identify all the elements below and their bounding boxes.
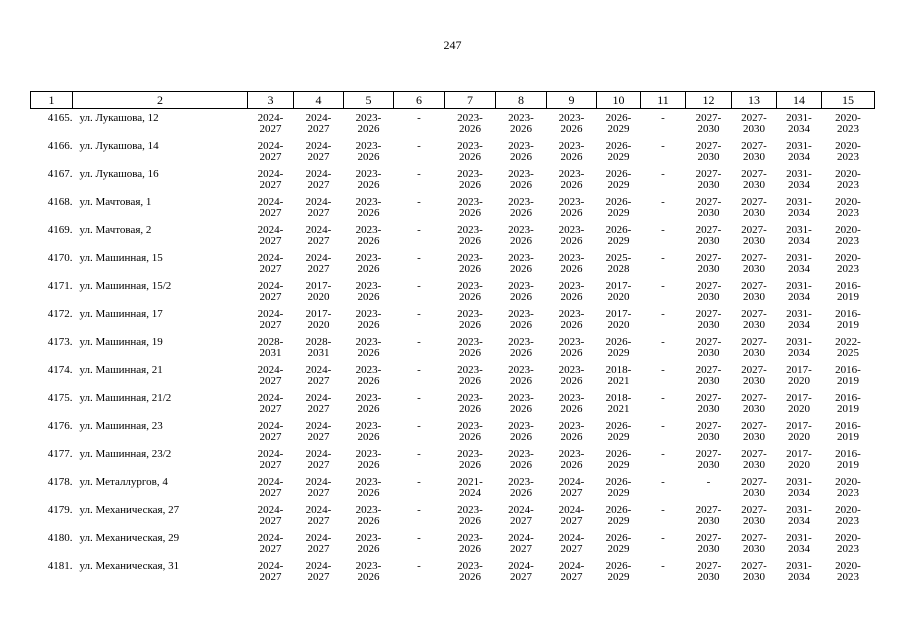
row-number: 4180. xyxy=(47,532,73,544)
address-cell: ул. Металлургов, 4 xyxy=(79,476,168,488)
period-cell: 2017- 2020 xyxy=(605,280,632,303)
period-cell: 2023- 2026 xyxy=(457,168,483,191)
address-cell: ул. Машинная, 23 xyxy=(79,420,163,432)
period-cell: 2023- 2026 xyxy=(508,280,534,303)
period-cell: 2023- 2026 xyxy=(558,336,585,359)
address-cell: ул. Лукашова, 12 xyxy=(79,112,159,124)
period-cell: 2024- 2027 xyxy=(558,560,585,583)
period-cell: - xyxy=(661,448,665,460)
period-cell: 2027- 2030 xyxy=(695,252,722,275)
period-cell: 2023- 2026 xyxy=(558,140,585,163)
period-cell: 2024- 2027 xyxy=(558,476,585,499)
period-cell: - xyxy=(661,476,665,488)
period-cell: 2023- 2026 xyxy=(508,308,534,331)
period-cell: 2031- 2034 xyxy=(786,140,812,163)
period-cell: 2024- 2027 xyxy=(257,364,284,387)
period-cell: 2023- 2026 xyxy=(355,392,382,415)
address-cell: ул. Машинная, 15/2 xyxy=(79,280,172,292)
period-cell: 2023- 2026 xyxy=(355,504,382,527)
period-cell: 2020- 2023 xyxy=(835,504,861,527)
period-cell: - xyxy=(661,308,665,320)
period-cell: 2017- 2020 xyxy=(305,308,332,331)
address-cell: ул. Машинная, 17 xyxy=(79,308,163,320)
column-header: 6 xyxy=(394,92,445,109)
period-cell: 2026- 2029 xyxy=(605,504,632,527)
period-cell: 2023- 2026 xyxy=(508,336,534,359)
table-row xyxy=(31,529,875,557)
period-cell: 2024- 2027 xyxy=(305,504,332,527)
period-cell: 2031- 2034 xyxy=(786,280,812,303)
period-cell: 2020- 2023 xyxy=(835,476,861,499)
period-cell: 2031- 2034 xyxy=(786,196,812,219)
period-cell: 2023- 2026 xyxy=(355,448,382,471)
period-cell: 2027- 2030 xyxy=(741,476,767,499)
period-cell: 2017- 2020 xyxy=(786,392,812,415)
period-cell: 2031- 2034 xyxy=(786,504,812,527)
period-cell: 2024- 2027 xyxy=(508,532,534,555)
table-row xyxy=(31,361,875,389)
period-cell: 2023- 2026 xyxy=(355,308,382,331)
period-cell: 2026- 2029 xyxy=(605,140,632,163)
column-header: 2 xyxy=(73,92,248,109)
period-cell: 2023- 2026 xyxy=(558,448,585,471)
period-cell: - xyxy=(661,280,665,292)
period-cell: 2017- 2020 xyxy=(786,448,812,471)
period-cell: 2027- 2030 xyxy=(741,504,767,527)
period-cell: 2017- 2020 xyxy=(305,280,332,303)
period-cell: 2023- 2026 xyxy=(558,112,585,135)
period-cell: - xyxy=(417,252,421,264)
period-cell: 2022- 2025 xyxy=(835,336,861,359)
column-header: 14 xyxy=(777,92,822,109)
period-cell: 2016- 2019 xyxy=(835,308,861,331)
row-number: 4179. xyxy=(47,504,73,516)
period-cell: 2023- 2026 xyxy=(558,392,585,415)
table-row xyxy=(31,305,875,333)
period-cell: 2031- 2034 xyxy=(786,112,812,135)
period-cell: 2023- 2026 xyxy=(457,140,483,163)
period-cell: 2023- 2026 xyxy=(457,532,483,555)
period-cell: 2023- 2026 xyxy=(508,140,534,163)
address-cell: ул. Машинная, 23/2 xyxy=(79,448,172,460)
table-body xyxy=(31,109,875,586)
period-cell: - xyxy=(661,504,665,516)
period-cell: 2027- 2030 xyxy=(695,532,722,555)
period-cell: 2016- 2019 xyxy=(835,364,861,387)
column-header: 15 xyxy=(822,92,875,109)
period-cell: 2023- 2026 xyxy=(558,168,585,191)
period-cell: 2028- 2031 xyxy=(305,336,332,359)
period-cell: 2023- 2026 xyxy=(355,252,382,275)
period-cell: 2024- 2027 xyxy=(257,476,284,499)
period-cell: - xyxy=(417,336,421,348)
period-cell: 2024- 2027 xyxy=(305,532,332,555)
address-cell: ул. Машинная, 19 xyxy=(79,336,163,348)
period-cell: 2016- 2019 xyxy=(835,448,861,471)
period-cell: 2025- 2028 xyxy=(605,252,632,275)
period-cell: 2017- 2020 xyxy=(786,364,812,387)
period-cell: - xyxy=(417,420,421,432)
period-cell: - xyxy=(661,364,665,376)
row-number: 4167. xyxy=(47,168,73,180)
period-cell: 2023- 2026 xyxy=(457,224,483,247)
row-number: 4174. xyxy=(47,364,73,376)
period-cell: 2020- 2023 xyxy=(835,112,861,135)
period-cell: 2027- 2030 xyxy=(741,280,767,303)
period-cell: 2023- 2026 xyxy=(457,252,483,275)
period-cell: 2026- 2029 xyxy=(605,196,632,219)
column-header: 4 xyxy=(294,92,344,109)
period-cell: 2018- 2021 xyxy=(605,364,632,387)
period-cell: 2017- 2020 xyxy=(605,308,632,331)
period-cell: 2023- 2026 xyxy=(457,112,483,135)
period-cell: 2024- 2027 xyxy=(305,196,332,219)
period-cell: 2026- 2029 xyxy=(605,448,632,471)
period-cell: 2027- 2030 xyxy=(741,112,767,135)
table-row xyxy=(31,473,875,501)
repair-schedule-table xyxy=(30,91,875,585)
period-cell: 2024- 2027 xyxy=(558,532,585,555)
period-cell: 2023- 2026 xyxy=(355,364,382,387)
address-cell: ул. Механическая, 29 xyxy=(79,532,180,544)
period-cell: 2023- 2026 xyxy=(355,560,382,583)
period-cell: 2027- 2030 xyxy=(695,280,722,303)
period-cell: 2024- 2027 xyxy=(305,364,332,387)
period-cell: - xyxy=(417,308,421,320)
period-cell: 2027- 2030 xyxy=(741,224,767,247)
period-cell: 2024- 2027 xyxy=(257,280,284,303)
period-cell: 2031- 2034 xyxy=(786,476,812,499)
period-cell: - xyxy=(661,252,665,264)
period-cell: 2027- 2030 xyxy=(741,364,767,387)
period-cell: 2027- 2030 xyxy=(695,560,722,583)
column-header: 7 xyxy=(445,92,496,109)
period-cell: - xyxy=(417,168,421,180)
period-cell: 2026- 2029 xyxy=(605,476,632,499)
period-cell: 2024- 2027 xyxy=(257,448,284,471)
table-header xyxy=(31,92,875,109)
period-cell: 2023- 2026 xyxy=(355,280,382,303)
period-cell: 2020- 2023 xyxy=(835,252,861,275)
column-header: 10 xyxy=(597,92,641,109)
period-cell: - xyxy=(661,392,665,404)
period-cell: 2024- 2027 xyxy=(558,504,585,527)
row-number: 4172. xyxy=(47,308,73,320)
row-number: 4165. xyxy=(47,112,73,124)
period-cell: 2018- 2021 xyxy=(605,392,632,415)
period-cell: - xyxy=(417,224,421,236)
period-cell: 2024- 2027 xyxy=(305,476,332,499)
period-cell: 2024- 2027 xyxy=(257,140,284,163)
table-row xyxy=(31,137,875,165)
period-cell: 2023- 2026 xyxy=(457,420,483,443)
period-cell: 2023- 2026 xyxy=(457,308,483,331)
period-cell: 2028- 2031 xyxy=(257,336,284,359)
period-cell: 2027- 2030 xyxy=(695,308,722,331)
period-cell: 2020- 2023 xyxy=(835,140,861,163)
period-cell: 2026- 2029 xyxy=(605,224,632,247)
row-number: 4178. xyxy=(47,476,73,488)
period-cell: 2023- 2026 xyxy=(355,140,382,163)
row-number: 4171. xyxy=(47,280,73,292)
period-cell: 2024- 2027 xyxy=(508,504,534,527)
period-cell: 2027- 2030 xyxy=(695,448,722,471)
period-cell: 2024- 2027 xyxy=(257,420,284,443)
period-cell: 2024- 2027 xyxy=(305,420,332,443)
period-cell: 2020- 2023 xyxy=(835,560,861,583)
period-cell: - xyxy=(661,420,665,432)
period-cell: 2023- 2026 xyxy=(508,448,534,471)
period-cell: 2023- 2026 xyxy=(355,224,382,247)
period-cell: 2027- 2030 xyxy=(695,112,722,135)
period-cell: 2024- 2027 xyxy=(257,196,284,219)
period-cell: 2023- 2026 xyxy=(457,392,483,415)
period-cell: 2024- 2027 xyxy=(305,252,332,275)
period-cell: - xyxy=(417,560,421,572)
row-number: 4166. xyxy=(47,140,73,152)
period-cell: 2027- 2030 xyxy=(741,252,767,275)
column-header: 3 xyxy=(248,92,294,109)
period-cell: 2031- 2034 xyxy=(786,336,812,359)
period-cell: 2020- 2023 xyxy=(835,224,861,247)
period-cell: 2024- 2027 xyxy=(305,560,332,583)
period-cell: 2024- 2027 xyxy=(305,112,332,135)
period-cell: 2031- 2034 xyxy=(786,252,812,275)
period-cell: 2031- 2034 xyxy=(786,532,812,555)
column-header: 1 xyxy=(31,92,73,109)
period-cell: - xyxy=(417,112,421,124)
period-cell: 2031- 2034 xyxy=(786,560,812,583)
period-cell: 2023- 2026 xyxy=(508,476,534,499)
period-cell: - xyxy=(661,224,665,236)
period-cell: 2023- 2026 xyxy=(558,420,585,443)
period-cell: 2027- 2030 xyxy=(695,140,722,163)
period-cell: 2026- 2029 xyxy=(605,112,632,135)
period-cell: 2016- 2019 xyxy=(835,420,861,443)
period-cell: 2017- 2020 xyxy=(786,420,812,443)
period-cell: 2026- 2029 xyxy=(605,168,632,191)
period-cell: 2023- 2026 xyxy=(355,168,382,191)
period-cell: 2027- 2030 xyxy=(741,196,767,219)
row-number: 4168. xyxy=(47,196,73,208)
period-cell: 2023- 2026 xyxy=(558,252,585,275)
period-cell: 2020- 2023 xyxy=(835,532,861,555)
table-row xyxy=(31,109,875,138)
period-cell: 2027- 2030 xyxy=(695,420,722,443)
row-number: 4169. xyxy=(47,224,73,236)
period-cell: - xyxy=(417,280,421,292)
period-cell: 2023- 2026 xyxy=(558,308,585,331)
period-cell: 2027- 2030 xyxy=(741,168,767,191)
period-cell: 2026- 2029 xyxy=(605,532,632,555)
period-cell: 2027- 2030 xyxy=(695,196,722,219)
period-cell: 2024- 2027 xyxy=(257,560,284,583)
period-cell: 2024- 2027 xyxy=(257,168,284,191)
period-cell: 2023- 2026 xyxy=(558,196,585,219)
period-cell: 2023- 2026 xyxy=(355,196,382,219)
period-cell: 2024- 2027 xyxy=(257,112,284,135)
period-cell: 2031- 2034 xyxy=(786,308,812,331)
period-cell: 2027- 2030 xyxy=(695,336,722,359)
period-cell: 2027- 2030 xyxy=(741,532,767,555)
period-cell: - xyxy=(417,448,421,460)
period-cell: - xyxy=(417,392,421,404)
table-row xyxy=(31,221,875,249)
address-cell: ул. Механическая, 27 xyxy=(79,504,180,516)
period-cell: - xyxy=(417,140,421,152)
table-row xyxy=(31,333,875,361)
period-cell: - xyxy=(661,336,665,348)
table-row xyxy=(31,501,875,529)
period-cell: 2024- 2027 xyxy=(305,168,332,191)
row-number: 4181. xyxy=(47,560,73,572)
period-cell: 2024- 2027 xyxy=(305,448,332,471)
address-cell: ул. Лукашова, 16 xyxy=(79,168,159,180)
period-cell: 2023- 2026 xyxy=(355,112,382,135)
row-number: 4173. xyxy=(47,336,73,348)
period-cell: 2023- 2026 xyxy=(558,224,585,247)
address-cell: ул. Мачтовая, 1 xyxy=(79,196,152,208)
column-header: 5 xyxy=(344,92,394,109)
period-cell: 2027- 2030 xyxy=(695,364,722,387)
period-cell: - xyxy=(706,476,711,488)
period-cell: 2026- 2029 xyxy=(605,420,632,443)
period-cell: 2027- 2030 xyxy=(741,392,767,415)
period-cell: 2027- 2030 xyxy=(741,308,767,331)
period-cell: 2023- 2026 xyxy=(508,112,534,135)
period-cell: 2020- 2023 xyxy=(835,196,861,219)
period-cell: 2023- 2026 xyxy=(355,532,382,555)
period-cell: 2024- 2027 xyxy=(305,392,332,415)
address-cell: ул. Машинная, 21 xyxy=(79,364,163,376)
row-number: 4170. xyxy=(47,252,73,264)
table-row xyxy=(31,389,875,417)
row-number: 4175. xyxy=(47,392,73,404)
period-cell: 2024- 2027 xyxy=(305,224,332,247)
table-row xyxy=(31,445,875,473)
period-cell: 2024- 2027 xyxy=(257,532,284,555)
period-cell: 2023- 2026 xyxy=(457,560,483,583)
period-cell: 2023- 2026 xyxy=(508,224,534,247)
period-cell: - xyxy=(661,560,665,572)
period-cell: 2023- 2026 xyxy=(457,196,483,219)
period-cell: 2027- 2030 xyxy=(741,140,767,163)
period-cell: 2023- 2026 xyxy=(558,280,585,303)
table-row xyxy=(31,249,875,277)
period-cell: - xyxy=(661,196,665,208)
table-row xyxy=(31,417,875,445)
period-cell: 2023- 2026 xyxy=(457,364,483,387)
period-cell: 2026- 2029 xyxy=(605,560,632,583)
period-cell: 2023- 2026 xyxy=(457,336,483,359)
period-cell: 2021- 2024 xyxy=(457,476,483,499)
period-cell: 2027- 2030 xyxy=(695,504,722,527)
period-cell: 2023- 2026 xyxy=(355,476,382,499)
period-cell: - xyxy=(417,476,421,488)
table-row xyxy=(31,165,875,193)
period-cell: 2031- 2034 xyxy=(786,224,812,247)
period-cell: 2016- 2019 xyxy=(835,280,861,303)
header-row xyxy=(31,92,875,109)
period-cell: - xyxy=(417,532,421,544)
period-cell: 2023- 2026 xyxy=(508,252,534,275)
period-cell: 2023- 2026 xyxy=(558,364,585,387)
period-cell: 2023- 2026 xyxy=(457,280,483,303)
column-header: 13 xyxy=(732,92,777,109)
period-cell: 2023- 2026 xyxy=(355,336,382,359)
row-number: 4176. xyxy=(47,420,73,432)
period-cell: - xyxy=(661,532,665,544)
period-cell: 2023- 2026 xyxy=(508,420,534,443)
period-cell: - xyxy=(661,168,665,180)
address-cell: ул. Лукашова, 14 xyxy=(79,140,159,152)
period-cell: - xyxy=(417,364,421,376)
period-cell: 2027- 2030 xyxy=(741,448,767,471)
period-cell: - xyxy=(417,504,421,516)
table-row xyxy=(31,277,875,305)
period-cell: 2024- 2027 xyxy=(257,224,284,247)
period-cell: 2027- 2030 xyxy=(741,420,767,443)
table-row xyxy=(31,557,875,585)
column-header: 11 xyxy=(641,92,686,109)
period-cell: 2023- 2026 xyxy=(457,448,483,471)
period-cell: 2024- 2027 xyxy=(257,252,284,275)
period-cell: 2023- 2026 xyxy=(508,196,534,219)
period-cell: - xyxy=(417,196,421,208)
table-row xyxy=(31,193,875,221)
period-cell: 2027- 2030 xyxy=(695,168,722,191)
period-cell: 2023- 2026 xyxy=(508,364,534,387)
period-cell: 2027- 2030 xyxy=(695,392,722,415)
period-cell: 2027- 2030 xyxy=(741,560,767,583)
period-cell: 2024- 2027 xyxy=(257,504,284,527)
address-cell: ул. Машинная, 15 xyxy=(79,252,163,264)
page-number: 247 xyxy=(443,38,462,52)
period-cell: 2024- 2027 xyxy=(257,392,284,415)
period-cell: 2023- 2026 xyxy=(457,504,483,527)
period-cell: 2023- 2026 xyxy=(508,392,534,415)
column-header: 12 xyxy=(686,92,732,109)
period-cell: 2031- 2034 xyxy=(786,168,812,191)
period-cell: 2020- 2023 xyxy=(835,168,861,191)
column-header: 8 xyxy=(496,92,547,109)
period-cell: 2023- 2026 xyxy=(508,168,534,191)
period-cell: 2024- 2027 xyxy=(508,560,534,583)
period-cell: 2023- 2026 xyxy=(355,420,382,443)
period-cell: 2016- 2019 xyxy=(835,392,861,415)
period-cell: 2024- 2027 xyxy=(305,140,332,163)
address-cell: ул. Механическая, 31 xyxy=(79,560,180,572)
period-cell: 2027- 2030 xyxy=(741,336,767,359)
row-number: 4177. xyxy=(47,448,73,460)
period-cell: 2027- 2030 xyxy=(695,224,722,247)
period-cell: - xyxy=(661,112,665,124)
period-cell: - xyxy=(661,140,665,152)
period-cell: 2026- 2029 xyxy=(605,336,632,359)
period-cell: 2024- 2027 xyxy=(257,308,284,331)
address-cell: ул. Машинная, 21/2 xyxy=(79,392,172,404)
address-cell: ул. Мачтовая, 2 xyxy=(79,224,152,236)
column-header: 9 xyxy=(547,92,597,109)
